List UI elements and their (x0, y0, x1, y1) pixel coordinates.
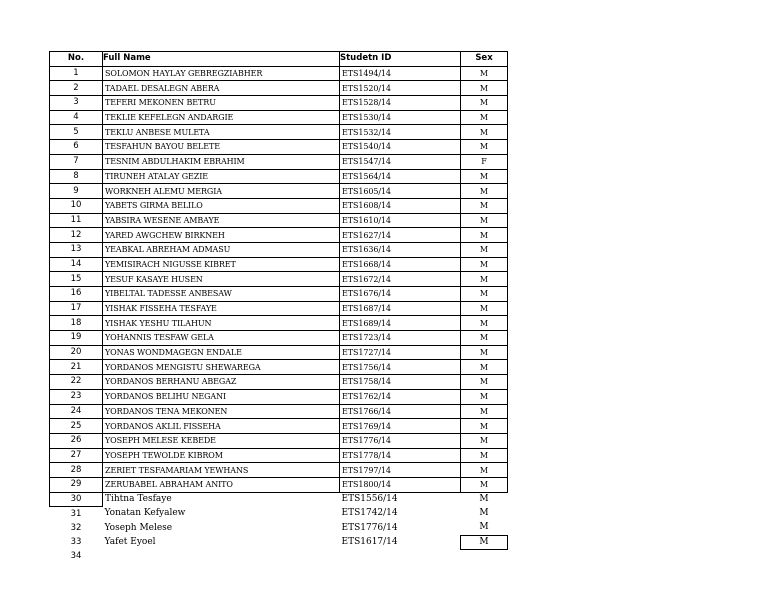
row-number: 30 (50, 492, 103, 507)
full-name-cell: TEKLU ANBESE MULETA (103, 125, 340, 140)
sex-cell: M (461, 184, 508, 199)
sex-cell: M (479, 494, 489, 505)
full-name-cell: SOLOMON HAYLAY GEBREGZIABHER (103, 66, 340, 81)
sex-cell: F (461, 154, 508, 169)
row-number: 13 (50, 242, 103, 257)
full-name-cell: YESUF KASAYE HUSEN (103, 272, 340, 287)
student-id-cell: ETS1778/14 (340, 448, 461, 463)
full-name-cell: Yoseph Melese (104, 522, 173, 533)
row-number: 4 (50, 110, 103, 125)
table-row (50, 125, 508, 140)
student-id-cell: ETS1540/14 (340, 140, 461, 155)
row-number: 32 (70, 522, 82, 533)
full-name-cell: YOHANNIS TESFAW GELA (103, 331, 340, 346)
table-row (50, 154, 508, 169)
student-id-cell: ETS1776/14 (341, 522, 398, 533)
sex-cell: M (461, 125, 508, 140)
student-id-cell: ETS1762/14 (340, 389, 461, 404)
student-id-cell: ETS1723/14 (340, 331, 461, 346)
full-name-cell: TESNIM ABDULHAKIM EBRAHIM (103, 154, 340, 169)
row-number: 1 (50, 66, 103, 81)
student-table (49, 51, 508, 564)
sex-cell: M (461, 463, 508, 478)
full-name-cell: Tihtna Tesfaye (105, 494, 172, 505)
full-name-cell: YORDANOS BELIHU NEGANI (103, 389, 340, 404)
table-row (50, 535, 508, 550)
row-number: 20 (50, 345, 103, 360)
table-row (50, 184, 508, 199)
student-id-cell: ETS1617/14 (341, 537, 398, 548)
full-name-cell: WORKNEH ALEMU MERGIA (103, 184, 340, 199)
sex-cell: M (461, 331, 508, 346)
sex-cell: M (461, 345, 508, 360)
row-number: 19 (50, 331, 103, 346)
row-number: 25 (50, 419, 103, 434)
row-number: 17 (50, 301, 103, 316)
table-row (50, 389, 508, 404)
sex-cell: M (461, 228, 508, 243)
student-id-cell: ETS1800/14 (340, 477, 461, 492)
student-id-cell: ETS1530/14 (340, 110, 461, 125)
student-id-cell: ETS1556/14 (341, 494, 398, 505)
full-name-cell: YORDANOS BERHANU ABEGAZ (103, 375, 340, 390)
table-row (50, 81, 508, 96)
full-name-cell: TADAEL DESALEGN ABERA (103, 81, 340, 96)
full-name-cell: YEMISIRACH NIGUSSE KIBRET (103, 257, 340, 272)
sex-cell: M (461, 419, 508, 434)
table-row (50, 433, 508, 448)
row-number: 7 (50, 154, 103, 169)
table-row (50, 169, 508, 184)
row-number: 31 (70, 508, 82, 519)
student-id-cell: ETS1742/14 (341, 508, 398, 519)
header-student-id: Studetn ID (340, 52, 461, 67)
row-number: 29 (50, 477, 103, 492)
sex-cell: M (479, 508, 489, 519)
row-number: 6 (50, 140, 103, 155)
row-number: 34 (70, 551, 82, 562)
table-row (50, 257, 508, 272)
student-id-cell: ETS1687/14 (340, 301, 461, 316)
full-name-cell: YOSEPH MELESE KEBEDE (103, 433, 340, 448)
student-id-cell: ETS1520/14 (340, 81, 461, 96)
full-name-cell: Yonatan Kefyalew (104, 508, 186, 519)
row-number: 15 (50, 272, 103, 287)
table-row (50, 66, 508, 81)
row-number: 2 (50, 81, 103, 96)
table-row (50, 140, 508, 155)
table-row (50, 463, 508, 478)
header-sex: Sex (461, 52, 508, 67)
full-name-cell: YISHAK FISSEHA TESFAYE (103, 301, 340, 316)
row-number: 23 (50, 389, 103, 404)
sex-cell: M (461, 535, 508, 550)
row-number: 12 (50, 228, 103, 243)
table-row (50, 507, 508, 521)
student-id-cell: ETS1605/14 (340, 184, 461, 199)
student-id-cell: ETS1528/14 (340, 96, 461, 111)
full-name-cell: YISHAK YESHU TILAHUN (103, 316, 340, 331)
table-row (50, 360, 508, 375)
sex-cell: M (461, 110, 508, 125)
table-row (50, 316, 508, 331)
full-name-cell: YORDANOS MENGISTU SHEWAREGA (103, 360, 340, 375)
row-number: 21 (50, 360, 103, 375)
sex-cell: M (461, 389, 508, 404)
full-name-cell: TESFAHUN BAYOU BELETE (103, 140, 340, 155)
student-id-cell: ETS1766/14 (340, 404, 461, 419)
student-id-cell: ETS1676/14 (340, 287, 461, 302)
table-body (50, 66, 508, 564)
sex-cell: M (461, 316, 508, 331)
full-name-cell: YORDANOS AKLIL FISSEHA (103, 419, 340, 434)
student-id-cell: ETS1776/14 (340, 433, 461, 448)
sex-cell: M (461, 301, 508, 316)
table-row (50, 242, 508, 257)
table-row (50, 110, 508, 125)
row-number: 18 (50, 316, 103, 331)
table-row (50, 213, 508, 228)
row-number: 33 (70, 537, 82, 548)
row-number: 5 (50, 125, 103, 140)
row-number: 16 (50, 287, 103, 302)
row-number: 3 (50, 96, 103, 111)
table-row (50, 492, 508, 507)
full-name-cell: YEABKAL ABREHAM ADMASU (103, 242, 340, 257)
table-row (50, 345, 508, 360)
student-id-cell: ETS1756/14 (340, 360, 461, 375)
sex-cell: M (461, 404, 508, 419)
sex-cell: M (461, 96, 508, 111)
table-row (50, 448, 508, 463)
sex-cell: M (461, 66, 508, 81)
header-full-name: Full Name (103, 52, 340, 67)
row-number: 11 (50, 213, 103, 228)
row-number: 9 (50, 184, 103, 199)
sex-cell: M (461, 140, 508, 155)
full-name-cell: YARED AWGCHEW BIRKNEH (103, 228, 340, 243)
table-row (50, 96, 508, 111)
student-id-cell: ETS1636/14 (340, 242, 461, 257)
sex-cell: M (461, 448, 508, 463)
sex-cell: M (461, 213, 508, 228)
row-number: 24 (50, 404, 103, 419)
student-id-cell: ETS1758/14 (340, 375, 461, 390)
full-name-cell (103, 550, 340, 564)
sex-cell: M (479, 522, 489, 533)
sex-cell: M (461, 375, 508, 390)
table-row (50, 272, 508, 287)
student-id-cell (340, 550, 461, 564)
student-id-cell: ETS1672/14 (340, 272, 461, 287)
sex-cell: M (461, 198, 508, 213)
table-row (50, 550, 508, 564)
full-name-cell: ZERUBABEL ABRAHAM ANITO (103, 477, 340, 492)
full-name-cell: YABSIRA WESENE AMBAYE (103, 213, 340, 228)
student-id-cell: ETS1769/14 (340, 419, 461, 434)
table-row (50, 375, 508, 390)
student-id-cell: ETS1494/14 (340, 66, 461, 81)
table-row (50, 287, 508, 302)
student-id-cell: ETS1608/14 (340, 198, 461, 213)
full-name-cell: YOSEPH TEWOLDE KIBROM (103, 448, 340, 463)
full-name-cell: YABETS GIRMA BELILO (103, 198, 340, 213)
sex-cell: M (461, 257, 508, 272)
row-number: 14 (50, 257, 103, 272)
student-id-cell: ETS1797/14 (340, 463, 461, 478)
row-number: 26 (50, 433, 103, 448)
student-id-cell: ETS1668/14 (340, 257, 461, 272)
full-name-cell: ZERIET TESFAMARIAM YEWHANS (103, 463, 340, 478)
table-row (50, 228, 508, 243)
full-name-cell: TIRUNEH ATALAY GEZIE (103, 169, 340, 184)
sex-cell: M (461, 360, 508, 375)
student-id-cell: ETS1727/14 (340, 345, 461, 360)
student-id-cell: ETS1564/14 (340, 169, 461, 184)
sex-cell: M (461, 477, 508, 492)
full-name-cell: YONAS WONDMAGEGN ENDALE (103, 345, 340, 360)
sex-cell (461, 550, 508, 564)
sex-cell: M (461, 242, 508, 257)
table-row (50, 198, 508, 213)
row-number: 8 (50, 169, 103, 184)
student-id-cell: ETS1547/14 (340, 154, 461, 169)
student-id-cell: ETS1610/14 (340, 213, 461, 228)
row-number: 22 (50, 375, 103, 390)
full-name-cell: TEKLIE KEFELEGN ANDARGIE (103, 110, 340, 125)
header-row (50, 52, 508, 67)
student-id-cell: ETS1532/14 (340, 125, 461, 140)
row-number: 27 (50, 448, 103, 463)
sex-cell: M (461, 81, 508, 96)
header-no: No. (50, 52, 103, 67)
row-number: 10 (50, 198, 103, 213)
full-name-cell: YIBELTAL TADESSE ANBESAW (103, 287, 340, 302)
table-row (50, 301, 508, 316)
sex-cell: M (461, 272, 508, 287)
sex-cell: M (461, 169, 508, 184)
table-row (50, 477, 508, 492)
full-name-cell: YORDANOS TENA MEKONEN (103, 404, 340, 419)
table-row (50, 521, 508, 535)
student-id-cell: ETS1689/14 (340, 316, 461, 331)
row-number: 28 (50, 463, 103, 478)
table-row (50, 404, 508, 419)
full-name-cell: TEFERI MEKONEN BETRU (103, 96, 340, 111)
sex-cell: M (461, 287, 508, 302)
full-name-cell: Yafet Eyoel (104, 537, 156, 548)
table-row (50, 419, 508, 434)
student-id-cell: ETS1627/14 (340, 228, 461, 243)
table-row (50, 331, 508, 346)
sex-cell: M (461, 433, 508, 448)
